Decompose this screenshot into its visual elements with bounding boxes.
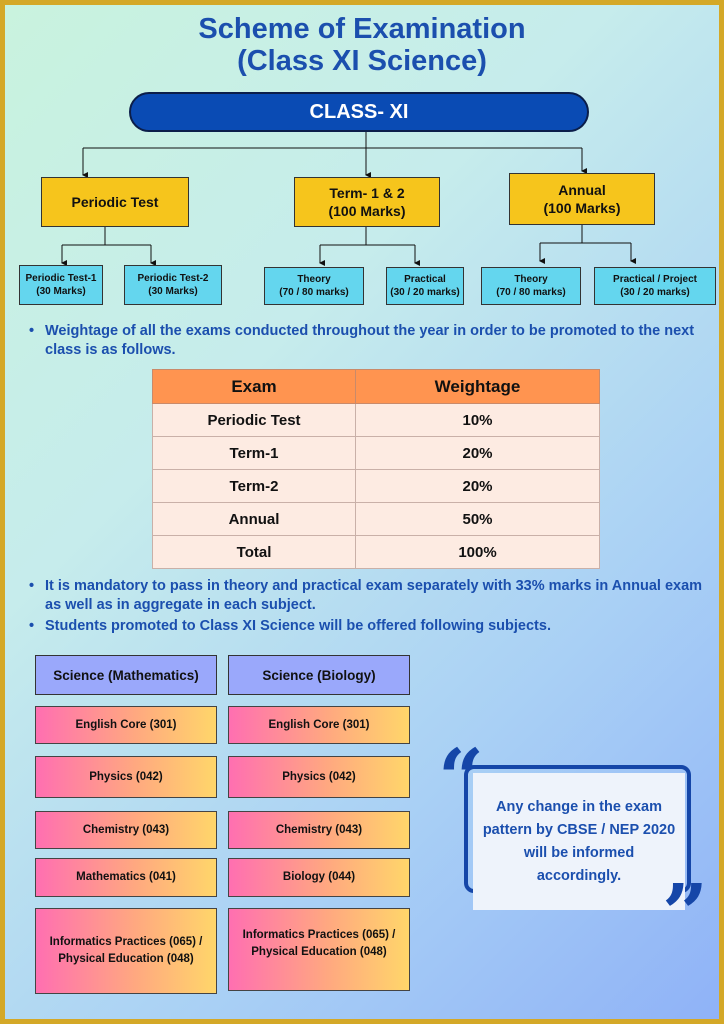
annual-theory-marks: (70 / 80 marks)	[496, 287, 566, 298]
annual-practical-marks: (30 / 20 marks)	[620, 287, 690, 298]
term-theory-box	[264, 267, 364, 305]
page-title-line2: (Class XI Science)	[237, 45, 487, 77]
term-box	[294, 177, 440, 227]
table-row	[153, 437, 600, 470]
term-marks: (100 Marks)	[328, 203, 406, 219]
periodic-test-1-box	[19, 265, 103, 305]
table-cell-exam: Term-1	[153, 437, 356, 470]
term-theory-marks: (70 / 80 marks)	[279, 287, 349, 298]
math-subject-4: Mathematics (041)	[35, 858, 217, 897]
periodic-test-label: Periodic Test	[71, 194, 159, 210]
math-subject-5: Informatics Practices (065) / Physical Education (048)	[35, 908, 217, 994]
table-cell-exam: Periodic Test	[153, 404, 356, 437]
term-practical-marks: (30 / 20 marks)	[390, 287, 460, 298]
pt1-label: Periodic Test-1	[25, 273, 97, 284]
pt2-marks: (30 Marks)	[148, 286, 198, 297]
table-row	[153, 503, 600, 536]
annual-practical-box	[594, 267, 716, 305]
rules-notes	[27, 577, 707, 638]
bio-subject-2: Physics (042)	[228, 756, 410, 798]
annual-marks: (100 Marks)	[543, 200, 621, 216]
weightage-table	[152, 369, 600, 569]
subjects-intro-text: • Students promoted to Class XI Science will be offered following subjects.	[27, 617, 707, 636]
stream-mathematics-header: Science (Mathematics)	[35, 655, 217, 695]
page-frame	[5, 5, 719, 1019]
annual-label: Annual	[558, 182, 606, 198]
periodic-test-2-box	[124, 265, 222, 305]
table-cell-exam: Term-2	[153, 470, 356, 503]
pt1-marks: (30 Marks)	[36, 286, 86, 297]
class-header: CLASS- XI	[129, 92, 589, 132]
pass-rule-text: • It is mandatory to pass in theory and practical exam separately with 33% marks in Annual exam as well as in aggregate in each subject.	[27, 577, 707, 615]
table-row	[153, 536, 600, 569]
table-header-exam: Exam	[153, 370, 356, 404]
math-subject-1: English Core (301)	[35, 706, 217, 744]
math-subject-3: Chemistry (043)	[35, 811, 217, 849]
bio-subject-4: Biology (044)	[228, 858, 410, 897]
table-cell-weightage: 10%	[356, 404, 600, 437]
table-cell-weightage: 50%	[356, 503, 600, 536]
bio-subject-5: Informatics Practices (065) / Physical Education (048)	[228, 908, 410, 991]
table-row	[153, 404, 600, 437]
math-subject-2: Physics (042)	[35, 756, 217, 798]
pt2-label: Periodic Test-2	[137, 273, 209, 284]
weightage-note-text: • Weightage of all the exams conducted throughout the year in order to be promoted to the next class is as follows.	[27, 322, 707, 360]
annual-practical-label: Practical / Project	[613, 274, 697, 285]
table-cell-exam: Total	[153, 536, 356, 569]
term-practical-label: Practical	[404, 274, 446, 285]
annual-theory-label: Theory	[514, 274, 548, 285]
bio-subject-3: Chemistry (043)	[228, 811, 410, 849]
weightage-note	[27, 322, 707, 362]
term-label: Term- 1 & 2	[329, 185, 405, 201]
term-theory-label: Theory	[297, 274, 331, 285]
table-cell-weightage: 100%	[356, 536, 600, 569]
table-cell-weightage: 20%	[356, 437, 600, 470]
bio-subject-1: English Core (301)	[228, 706, 410, 744]
open-quote-icon: “	[438, 731, 485, 825]
term-practical-box	[386, 267, 464, 305]
annual-theory-box	[481, 267, 581, 305]
table-header-weightage: Weightage	[356, 370, 600, 404]
table-cell-weightage: 20%	[356, 470, 600, 503]
table-row	[153, 470, 600, 503]
stream-biology-header: Science (Biology)	[228, 655, 410, 695]
close-quote-icon: ”	[662, 866, 709, 960]
annual-box	[509, 173, 655, 225]
notice-quote-text: Any change in the exam pattern by CBSE / NEP 2020 will be informed accordingly.	[482, 798, 676, 884]
page-title-line1: Scheme of Examination	[198, 13, 526, 45]
periodic-test-box	[41, 177, 189, 227]
notice-quote-card	[473, 773, 685, 910]
table-header-row	[153, 370, 600, 404]
table-cell-exam: Annual	[153, 503, 356, 536]
